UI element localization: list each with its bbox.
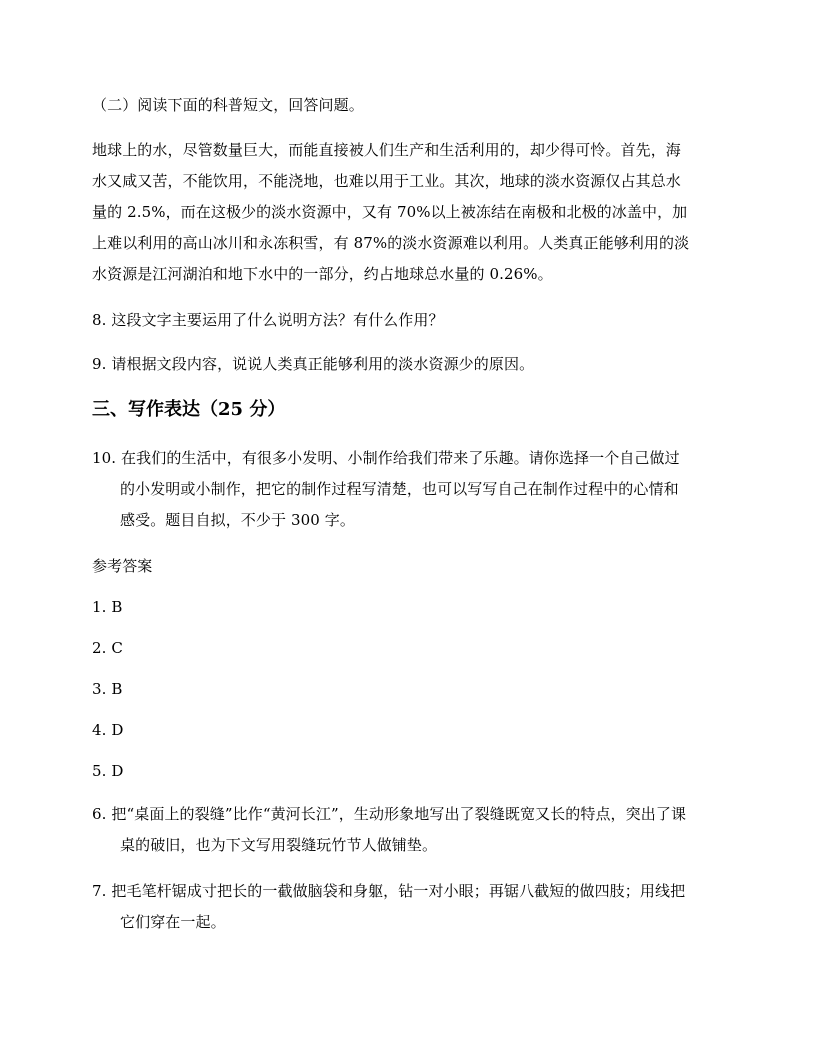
answer-6-line-1: 6. 把“桌面上的裂缝”比作“黄河长江”，生动形象地写出了裂缝既宽又长的特点，突出了课 bbox=[92, 805, 687, 823]
passage-line-3: 量的 2.5%，而在这极少的淡水资源中，又有 70%以上被冻结在南极和北极的冰盖中，加 bbox=[92, 203, 688, 221]
answer-2: 2. C bbox=[92, 639, 123, 657]
passage-line-2: 水又咸又苦，不能饮用，不能浇地，也难以用于工业。其次，地球的淡水资源仅占其总水 bbox=[92, 172, 681, 190]
answer-3: 3. B bbox=[92, 680, 123, 698]
question-9: 9. 请根据文段内容，说说人类真正能够利用的淡水资源少的原因。 bbox=[92, 355, 535, 373]
writing-section-heading: 三、写作表达（25 分） bbox=[92, 399, 286, 420]
question-10-line-2: 的小发明或小制作，把它的制作过程写清楚，也可以写写自己在制作过程中的心情和 bbox=[120, 480, 679, 498]
passage-line-1: 地球上的水，尽管数量巨大，而能直接被人们生产和生活利用的，却少得可怜。首先，海 bbox=[92, 141, 681, 159]
reading-intro: （二）阅读下面的科普短文，回答问题。 bbox=[92, 96, 364, 114]
question-10-line-3: 感受。题目自拟，不少于 300 字。 bbox=[120, 511, 355, 529]
passage-line-4: 上难以利用的高山冰川和永冻积雪，有 87%的淡水资源难以利用。人类真正能够利用的淡 bbox=[92, 234, 690, 252]
answers-heading: 参考答案 bbox=[92, 557, 153, 575]
question-8: 8. 这段文字主要运用了什么说明方法？有什么作用？ bbox=[92, 311, 444, 329]
question-10-line-1: 10. 在我们的生活中，有很多小发明、小制作给我们带来了乐趣。请你选择一个自己做过 bbox=[92, 449, 680, 467]
answer-5: 5. D bbox=[92, 762, 124, 780]
answer-6-line-2: 桌的破旧，也为下文写用裂缝玩竹节人做铺垫。 bbox=[120, 836, 438, 854]
answer-4: 4. D bbox=[92, 721, 124, 739]
answer-7-line-1: 7. 把毛笔杆锯成寸把长的一截做脑袋和身躯，钻一对小眼；再锯八截短的做四肢；用线把 bbox=[92, 882, 686, 900]
passage-line-5: 水资源是江河湖泊和地下水中的一部分，约占地球总水量的 0.26%。 bbox=[92, 265, 553, 283]
answer-7-line-2: 它们穿在一起。 bbox=[120, 913, 226, 931]
answer-1: 1. B bbox=[92, 598, 123, 616]
